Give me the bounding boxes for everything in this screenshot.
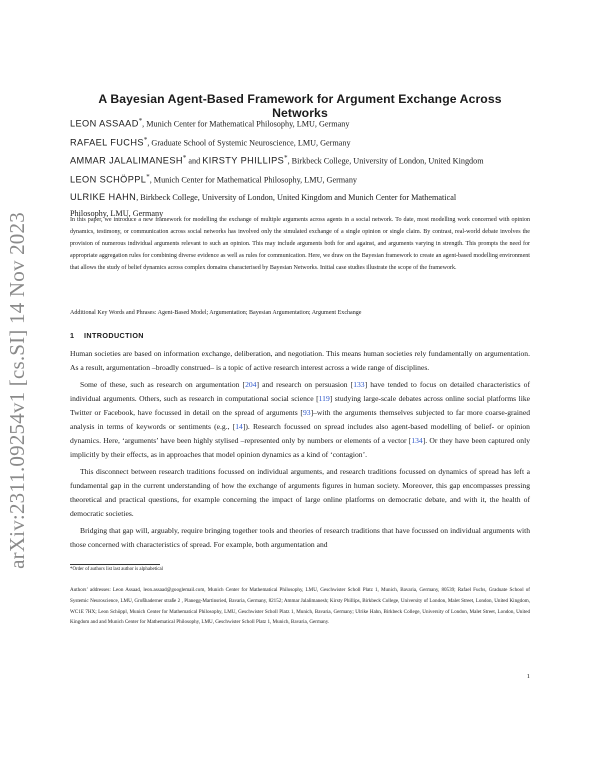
author-mark: * [284, 155, 288, 163]
author-name: KIRSTY PHILLIPS [202, 156, 285, 167]
paragraph-text: ]–with the arguments themselves subjected to far more coarse-grained analysis in terms of keywords or sentiments (e.g., [ [70, 408, 530, 431]
author-affiliation: , Birkbeck College, University of London, United Kingdom [287, 157, 484, 167]
paragraph-text: ] studying large-scale debates across online social platforms like Twitter or Facebook, have focussed in detail on the spread of arguments [ [70, 394, 530, 417]
author-mark: * [138, 118, 143, 125]
paragraph-text: Some of these, such as research on argumentation [ [80, 380, 246, 389]
author-name: ULRIKE HAHN [70, 191, 137, 202]
author-name: AMMAR JALALIMANESH [70, 156, 183, 167]
paragraph: This disconnect between research traditions focussed on individual arguments, and research traditions focussed on dynamics of spread has left a fundamental gap in the current understanding of how the exchange of arguments figures in human society. Moreover, this gap encompasses pressing theoretical and practical questions, for example concerning the impact of large online platforms on democratic debate, and with it, the health of democratic societies. [70, 467, 530, 518]
author-line [70, 151, 530, 170]
citation-link[interactable]: 204 [245, 380, 257, 389]
author-affiliation: , Munich Center for Mathematical Philosophy, LMU, Germany [142, 119, 350, 129]
author-addresses: Authors’ addresses: Leon Assaad, leon.assaad@googlemail.com, Munich Center for Mathematical Philosophy, LMU, Geschwister Scholl Platz 1, Munich, Bavaria, Germany, 80539; Rafael Fuchs, Graduate School of Systemic Neuroscience, LMU, Großhaderner straße 2 , Planegg-Martinsried, Bavaria, Germany, 82152; Ammar Jalalimanesh; Kirsty Phillips, Birkbeck College, University of London, Malet Street, London, United Kingdom, WC1E 7HX; Leon Schöppl, Munich Center for Mathematical Philosophy, LMU, Geschwister Scholl Platz 1, Munich, Bavaria, Germany; Ulrike Hahn, Birkbeck College, University of London, Malet Street, London, United Kingdom and and Munich Center for Mathematical Philosophy, LMU, Geschwister Scholl Platz 1, Munich, Bavaria, Germany. [70, 587, 530, 626]
author-mark: * [182, 155, 187, 163]
citation-link[interactable]: 133 [353, 380, 365, 389]
abstract: In this paper, we introduce a new framework for modelling the exchange of multiple arguments across agents in a social network. To date, most modelling work concerned with opinion dynamics, testimony, or communication across social networks has involved only the simulated exchange of a single opinion or single claim. By contrast, real-world debate involves the provision of numerous individual arguments relevant to such an opinion. This may include arguments both for and against, and arguments varying in strength. This prompts the need for appropriate aggregation rules for combining diverse evidence as well as rules for communication. Here, we draw on the Bayesian framework to create an agent-based modelling environment that allows the study of belief dynamics across complex domains characterised by Bayesian Networks. Initial case studies illustrate the scope of the framework. [70, 217, 530, 271]
body-text [70, 347, 530, 552]
arxiv-identifier-text: arXiv:2311.09254v1 [cs.SI] 14 Nov 2023 [4, 211, 29, 569]
citation-link[interactable]: 93 [302, 408, 311, 417]
keywords: Additional Key Words and Phrases: Agent-Based Model; Argumentation; Bayesian Argumentation; Argument Exchange [70, 310, 362, 316]
author-line [70, 170, 530, 189]
author-line [70, 114, 530, 133]
author-connector: and [186, 157, 203, 167]
section-title: INTRODUCTION [84, 331, 144, 340]
paragraph: Human societies are based on information exchange, deliberation, and negotiation. This means human societies rely fundamentally on argumentation. As a result, argumentation –broadly construed– is a topic of active research interest across a wide range of disciplines. [70, 349, 530, 372]
paragraph [70, 378, 530, 462]
section-number: 1 [70, 331, 75, 340]
author-affiliation: , Munich Center for Mathematical Philosophy, LMU, Germany [149, 175, 358, 185]
page-number: 1 [526, 673, 530, 680]
paragraph-text: ]). Research focussed on spread includes also agent-based modelling of belief- or opinion dynamics. Here, ‘arguments’ have been highly stylised –represented only by numbers or elements of a vector [ [70, 422, 530, 445]
author-affiliation: , Birkbeck College, University of London, United Kingdom and Munich Center for Mathematical [136, 192, 457, 202]
author-affiliation: , Graduate School of Systemic Neuroscience, LMU, Germany [147, 138, 351, 148]
paper-title: A Bayesian Agent-Based Framework for Argument Exchange Across Networks [98, 92, 502, 120]
paragraph-text: ] have tended to focus on detailed characteristics of individual arguments. Others, such as research in computational social science [ [70, 380, 530, 403]
paragraph-text: ]. Or they have been captured only implicitly by their effects, as in approaches that model opinion dynamics as a kind of ‘contagion’. [70, 436, 530, 459]
author-line [70, 189, 530, 206]
paragraph: Bridging that gap will, arguably, require bringing together tools and theories of research traditions that have focussed on individual arguments with those concerned with characteristics of spread. For example, both argumentation and [70, 526, 530, 549]
author-name: LEON ASSAAD [70, 118, 139, 129]
author-mark: * [146, 174, 150, 182]
author-name: LEON SCHÖPPL [70, 174, 147, 185]
author-name: RAFAEL FUCHS [70, 137, 144, 148]
author-affiliation-continued: Philosophy, LMU, Germany [70, 208, 164, 218]
author-line [70, 133, 530, 152]
footnote-divider [70, 564, 160, 565]
citation-link[interactable]: 119 [318, 394, 330, 403]
citation-link[interactable]: 14 [235, 422, 243, 431]
author-mark: * [143, 136, 148, 144]
section-heading [70, 331, 530, 340]
arxiv-identifier [2, 200, 32, 580]
paragraph-text: ] and research on persuasion [ [256, 380, 354, 389]
author-list [70, 114, 530, 222]
footnote: *Order of authors list last author is alphabetical [70, 567, 164, 572]
citation-link[interactable]: 134 [411, 436, 423, 445]
